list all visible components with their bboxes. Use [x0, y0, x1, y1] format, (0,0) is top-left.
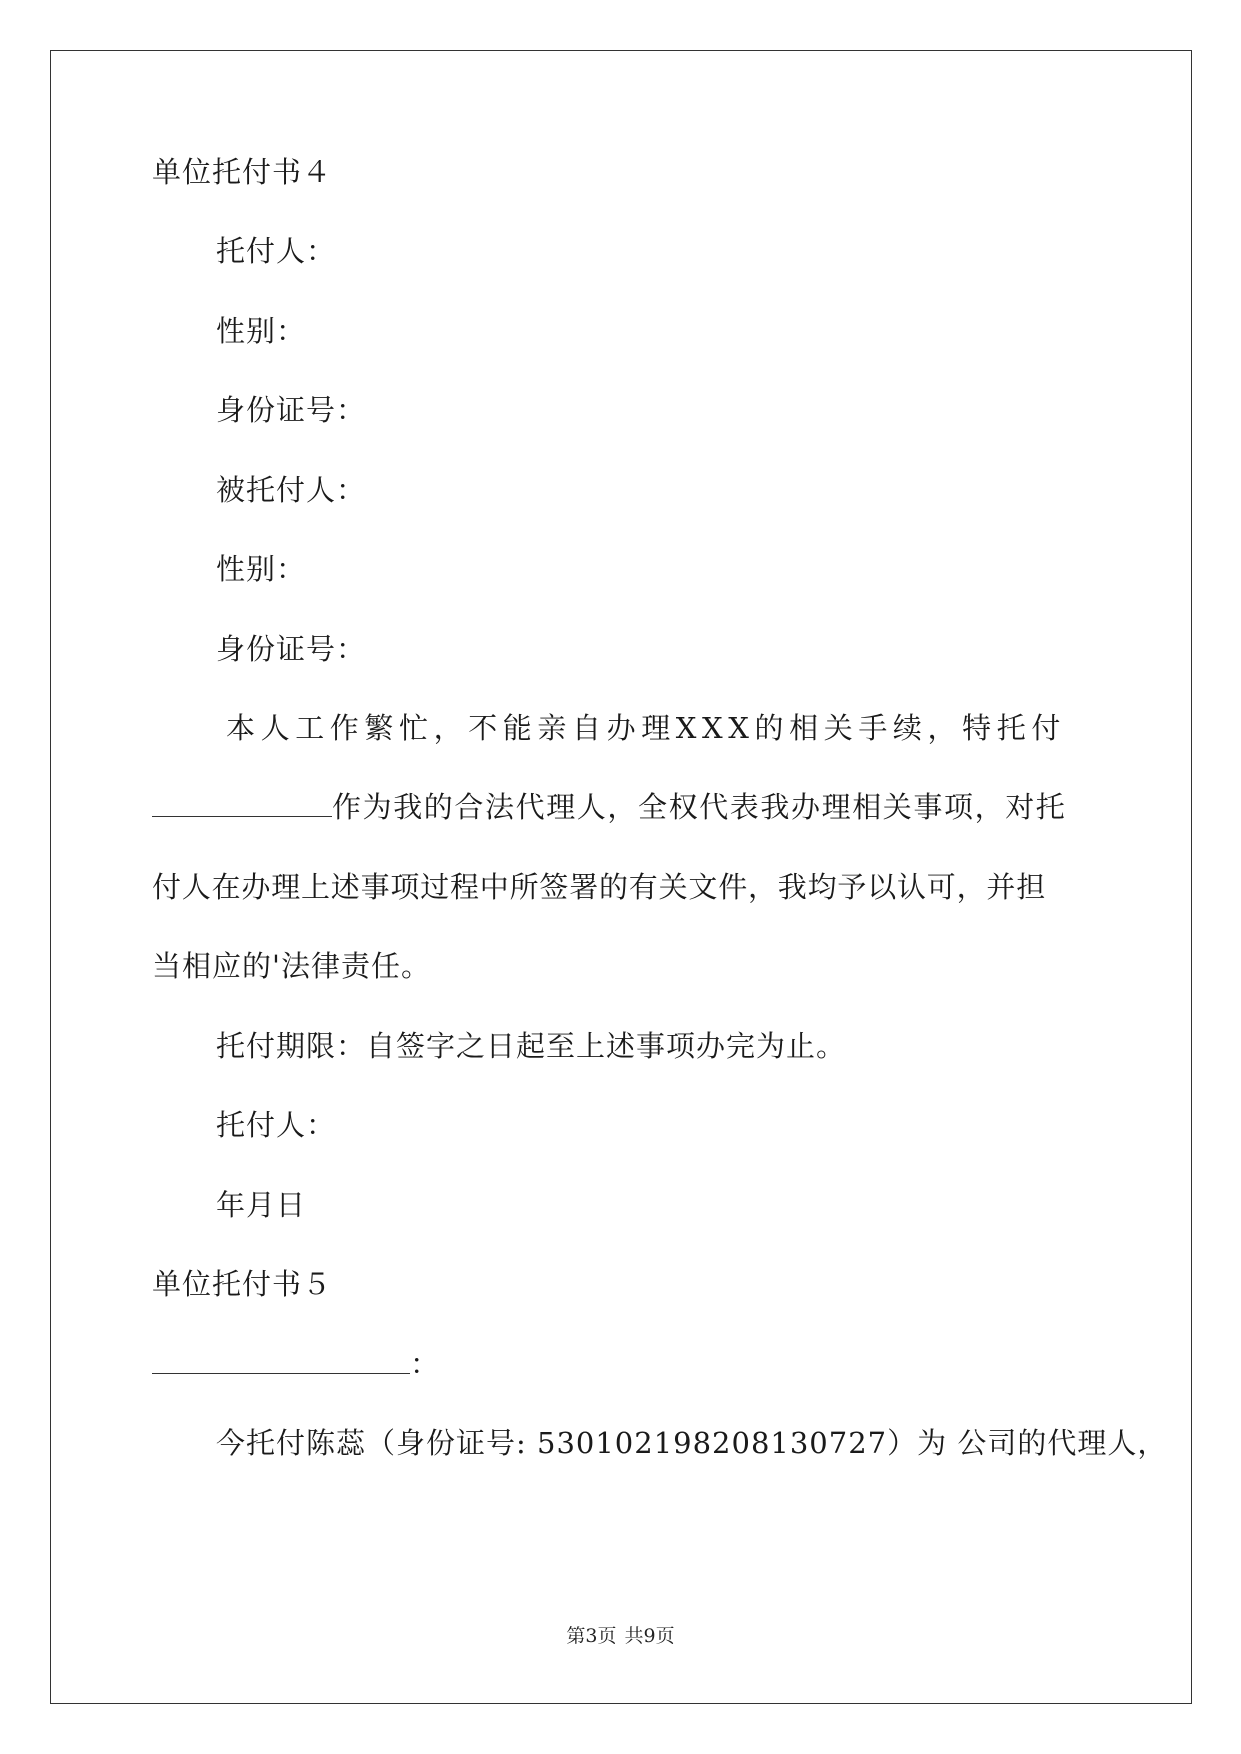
- agent-name-blank: [152, 788, 332, 817]
- addressee-suffix: ：: [410, 1347, 441, 1381]
- page-footer: [0, 1624, 1241, 1648]
- addressee-blank: [152, 1345, 410, 1374]
- page-number: 第3页: [566, 1625, 617, 1647]
- addressee-line: [152, 1344, 440, 1384]
- section4-title: 单位托付书４: [152, 155, 333, 189]
- paragraph-line-1: 本人工作繁忙，不能亲自办理XXX的相关手续，特托付: [226, 711, 1066, 745]
- section5-paragraph-line-1: 今托付陈蕊（身份证号: 530102198208130727）为 公司的代理人，: [216, 1426, 1168, 1460]
- paragraph-line-4: 当相应的'法律责任。: [152, 949, 431, 983]
- paragraph-line-3: 付人在办理上述事项过程中所签署的有关文件，我均予以认可，并担: [152, 870, 1047, 904]
- principal-id-label: 身份证号：: [216, 393, 367, 427]
- principal-label: 托付人：: [216, 234, 337, 268]
- agent-id-label: 身份证号：: [216, 632, 367, 666]
- principal-gender-label: 性别：: [216, 314, 307, 348]
- paragraph-line-2: [152, 787, 1066, 827]
- agent-gender-label: 性别：: [216, 552, 307, 586]
- term-line: 托付期限：自签字之日起至上述事项办完为止。: [216, 1029, 847, 1063]
- date-label: 年月日: [216, 1188, 307, 1222]
- paragraph-line-2-text: 作为我的合法代理人，全权代表我办理相关事项，对托: [332, 790, 1067, 824]
- total-pages: 共9页: [624, 1625, 675, 1647]
- section5-title: 单位托付书５: [152, 1267, 333, 1301]
- sign-label: 托付人：: [216, 1108, 337, 1142]
- agent-label: 被托付人：: [216, 473, 367, 507]
